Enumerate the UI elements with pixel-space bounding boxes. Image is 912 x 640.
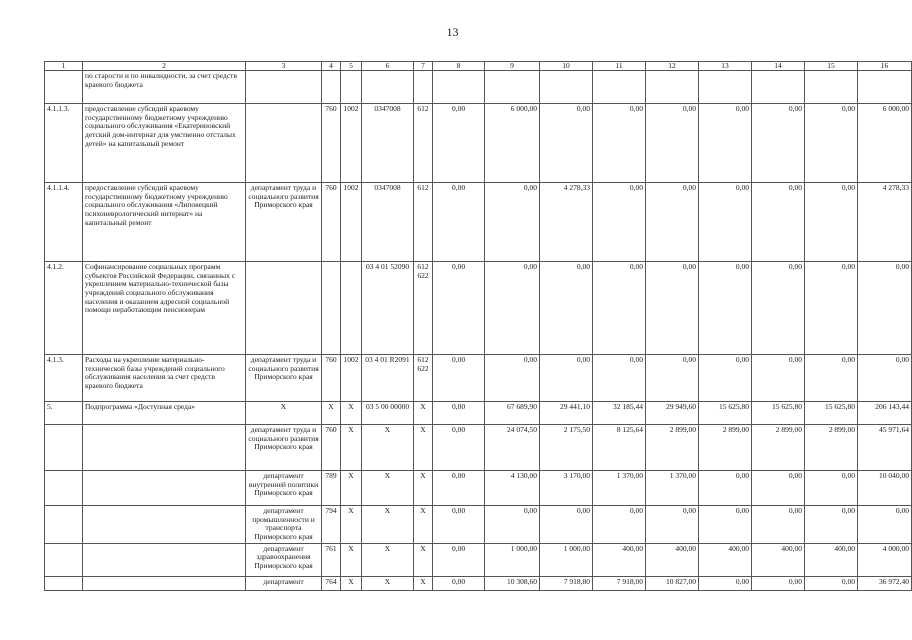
cell-y2016: 1 370,00 — [646, 471, 699, 506]
cell-y2019: 400,00 — [805, 543, 858, 576]
column-number-cell: 9 — [485, 62, 540, 71]
cell-y2014: 0,00 — [540, 506, 593, 544]
cell-grbs: 760 — [322, 425, 341, 471]
cell-executor — [246, 104, 322, 183]
cell-y2013: 4 130,00 — [485, 471, 540, 506]
cell-y2019: 0,00 — [805, 183, 858, 262]
cell-y2019 — [805, 71, 858, 104]
cell-y2018: 0,00 — [752, 355, 805, 402]
cell-y2012: 0,00 — [433, 543, 485, 576]
cell-code: 4.1.1.4. — [45, 183, 83, 262]
cell-y2014: 3 170,00 — [540, 471, 593, 506]
table-row — [45, 471, 912, 506]
cell-code — [45, 506, 83, 544]
cell-code — [45, 71, 83, 104]
cell-y2012: 0,00 — [433, 104, 485, 183]
cell-y2016 — [646, 71, 699, 104]
column-number-cell: 2 — [83, 62, 246, 71]
cell-y2018 — [752, 71, 805, 104]
cell-grbs: 760 — [322, 355, 341, 402]
cell-code: 4.1.3. — [45, 355, 83, 402]
cell-y2016: 0,00 — [646, 104, 699, 183]
column-number-cell: 7 — [414, 62, 433, 71]
cell-rzpr: Х — [341, 402, 362, 425]
cell-y2017: 2 899,00 — [699, 425, 752, 471]
cell-y2018: 400,00 — [752, 543, 805, 576]
cell-y2012 — [433, 71, 485, 104]
cell-name — [83, 576, 246, 590]
cell-y2015: 0,00 — [593, 262, 646, 355]
cell-name: Расходы на укрепление материально-технической базы учреждений социального обслуживания населения за счет средств краевого бюджета — [83, 355, 246, 402]
cell-rzpr: Х — [341, 543, 362, 576]
column-number-cell: 6 — [362, 62, 414, 71]
cell-y2016: 0,00 — [646, 262, 699, 355]
cell-code — [45, 576, 83, 590]
cell-executor: департамент внутренней политики Приморского края — [246, 471, 322, 506]
cell-y2016: 0,00 — [646, 506, 699, 544]
cell-y2015: 0,00 — [593, 355, 646, 402]
column-number-cell: 16 — [858, 62, 912, 71]
cell-csr: Х — [362, 543, 414, 576]
cell-y2013: 6 000,00 — [485, 104, 540, 183]
cell-y2012: 0,00 — [433, 355, 485, 402]
cell-executor: департамент труда и социального развития Приморского края — [246, 425, 322, 471]
cell-name: предоставление субсидий краевому государственному бюджетному учреждению социального обслуживания «Екатериновский детский дом-интернат для умственно отсталых детей» на капитальный ремонт — [83, 104, 246, 183]
cell-y2016: 0,00 — [646, 183, 699, 262]
cell-vr: Х — [414, 543, 433, 576]
cell-csr: Х — [362, 506, 414, 544]
cell-executor: Х — [246, 402, 322, 425]
cell-y2019: 0,00 — [805, 506, 858, 544]
cell-rzpr: 1002 — [341, 183, 362, 262]
cell-csr: Х — [362, 425, 414, 471]
column-number-cell: 3 — [246, 62, 322, 71]
cell-y2013: 1 000,00 — [485, 543, 540, 576]
cell-name: Подпрограмма «Доступная среда» — [83, 402, 246, 425]
cell-name — [83, 471, 246, 506]
cell-y2015: 32 185,44 — [593, 402, 646, 425]
cell-code: 5. — [45, 402, 83, 425]
cell-csr — [362, 71, 414, 104]
cell-executor — [246, 262, 322, 355]
cell-y2015: 1 370,00 — [593, 471, 646, 506]
cell-total: 0,00 — [858, 506, 912, 544]
cell-y2018: 0,00 — [752, 183, 805, 262]
column-number-cell: 15 — [805, 62, 858, 71]
cell-csr: 03 4 01 R2091 — [362, 355, 414, 402]
cell-grbs — [322, 71, 341, 104]
cell-y2019: 15 625,80 — [805, 402, 858, 425]
cell-y2019: 0,00 — [805, 576, 858, 590]
column-number-cell: 8 — [433, 62, 485, 71]
cell-code — [45, 471, 83, 506]
cell-y2014: 0,00 — [540, 104, 593, 183]
table-row — [45, 425, 912, 471]
cell-vr: Х — [414, 576, 433, 590]
cell-y2015: 0,00 — [593, 183, 646, 262]
cell-vr: Х — [414, 506, 433, 544]
cell-y2015: 0,00 — [593, 104, 646, 183]
cell-rzpr: Х — [341, 471, 362, 506]
cell-y2014: 0,00 — [540, 355, 593, 402]
table-row — [45, 543, 912, 576]
page-number: 13 — [446, 25, 459, 39]
cell-name: по старости и по инвалидности, за счет средств краевого бюджета — [83, 71, 246, 104]
cell-csr: 0347008 — [362, 104, 414, 183]
table-row — [45, 402, 912, 425]
cell-vr: 612 — [414, 183, 433, 262]
cell-y2018: 0,00 — [752, 104, 805, 183]
cell-y2012: 0,00 — [433, 506, 485, 544]
cell-grbs: 764 — [322, 576, 341, 590]
budget-table — [44, 61, 912, 591]
cell-y2019: 0,00 — [805, 471, 858, 506]
cell-y2019: 0,00 — [805, 104, 858, 183]
cell-rzpr — [341, 71, 362, 104]
cell-total — [858, 71, 912, 104]
cell-rzpr: 1002 — [341, 104, 362, 183]
cell-y2015: 8 125,64 — [593, 425, 646, 471]
cell-y2018: 0,00 — [752, 506, 805, 544]
cell-y2014: 4 278,33 — [540, 183, 593, 262]
cell-y2018: 0,00 — [752, 576, 805, 590]
cell-y2018: 0,00 — [752, 471, 805, 506]
table-row — [45, 355, 912, 402]
cell-csr: 03 5 00 00000 — [362, 402, 414, 425]
cell-total: 0,00 — [858, 262, 912, 355]
table-row — [45, 183, 912, 262]
cell-y2012: 0,00 — [433, 425, 485, 471]
cell-executor: департамент труда и социального развития Приморского края — [246, 355, 322, 402]
cell-vr: Х — [414, 402, 433, 425]
cell-code: 4.1.2. — [45, 262, 83, 355]
cell-vr: 612 — [414, 104, 433, 183]
cell-y2019: 0,00 — [805, 355, 858, 402]
cell-y2014: 0,00 — [540, 262, 593, 355]
cell-code — [45, 543, 83, 576]
cell-y2016: 0,00 — [646, 355, 699, 402]
cell-code: 4.1.1.3. — [45, 104, 83, 183]
cell-y2013: 0,00 — [485, 355, 540, 402]
cell-y2019: 2 899,00 — [805, 425, 858, 471]
cell-csr: Х — [362, 471, 414, 506]
cell-y2015: 7 918,00 — [593, 576, 646, 590]
cell-y2014 — [540, 71, 593, 104]
cell-y2017: 0,00 — [699, 471, 752, 506]
cell-y2018: 2 899,00 — [752, 425, 805, 471]
cell-y2015 — [593, 71, 646, 104]
cell-vr: 612 622 — [414, 262, 433, 355]
cell-grbs — [322, 262, 341, 355]
column-number-cell: 4 — [322, 62, 341, 71]
cell-y2012: 0,00 — [433, 402, 485, 425]
cell-vr: Х — [414, 425, 433, 471]
cell-y2017: 400,00 — [699, 543, 752, 576]
cell-y2012: 0,00 — [433, 576, 485, 590]
cell-y2013: 67 689,90 — [485, 402, 540, 425]
cell-code — [45, 425, 83, 471]
cell-total: 10 040,00 — [858, 471, 912, 506]
column-number-cell: 11 — [593, 62, 646, 71]
cell-name: Софинансирование социальных программ субъектов Российской Федерации, связанных с укреплением материально-технической базы учреждений социального обслуживания населения и оказанием адресной социальной помощи неработающим пенсионерам — [83, 262, 246, 355]
column-number-cell: 13 — [699, 62, 752, 71]
cell-y2017: 0,00 — [699, 104, 752, 183]
cell-y2017: 0,00 — [699, 183, 752, 262]
cell-name — [83, 506, 246, 544]
cell-y2014: 7 918,80 — [540, 576, 593, 590]
table-row — [45, 104, 912, 183]
cell-total: 36 972,40 — [858, 576, 912, 590]
cell-y2013: 0,00 — [485, 262, 540, 355]
cell-name: предоставление субсидий краевому государственному бюджетному учреждению социального обслуживания «Липовецкий психоневрологический интернат» на капитальный ремонт — [83, 183, 246, 262]
cell-y2012: 0,00 — [433, 183, 485, 262]
column-number-cell: 12 — [646, 62, 699, 71]
cell-name — [83, 543, 246, 576]
cell-executor — [246, 71, 322, 104]
cell-total: 4 278,33 — [858, 183, 912, 262]
column-number-cell: 5 — [341, 62, 362, 71]
cell-y2017: 0,00 — [699, 262, 752, 355]
cell-y2013: 24 074,50 — [485, 425, 540, 471]
column-number-cell: 14 — [752, 62, 805, 71]
cell-y2017: 0,00 — [699, 576, 752, 590]
table-row — [45, 506, 912, 544]
cell-y2018: 15 625,80 — [752, 402, 805, 425]
cell-rzpr: Х — [341, 506, 362, 544]
cell-executor: департамент здравоохранения Приморского края — [246, 543, 322, 576]
cell-total: 0,00 — [858, 355, 912, 402]
cell-rzpr — [341, 262, 362, 355]
cell-y2014: 2 175,50 — [540, 425, 593, 471]
cell-csr: 0347008 — [362, 183, 414, 262]
cell-y2018: 0,00 — [752, 262, 805, 355]
cell-rzpr: 1002 — [341, 355, 362, 402]
cell-total: 4 000,00 — [858, 543, 912, 576]
cell-y2015: 400,00 — [593, 543, 646, 576]
cell-executor: департамент промышленности и транспорта Приморского края — [246, 506, 322, 544]
cell-y2015: 0,00 — [593, 506, 646, 544]
cell-y2014: 29 441,10 — [540, 402, 593, 425]
cell-grbs: Х — [322, 402, 341, 425]
cell-vr: Х — [414, 471, 433, 506]
cell-y2017: 0,00 — [699, 355, 752, 402]
table-row — [45, 71, 912, 104]
cell-rzpr: Х — [341, 576, 362, 590]
cell-y2016: 29 949,60 — [646, 402, 699, 425]
cell-y2014: 1 000,00 — [540, 543, 593, 576]
cell-total: 45 971,64 — [858, 425, 912, 471]
cell-grbs: 794 — [322, 506, 341, 544]
column-number-cell: 10 — [540, 62, 593, 71]
cell-csr: Х — [362, 576, 414, 590]
cell-total: 6 000,00 — [858, 104, 912, 183]
cell-y2017: 15 625,80 — [699, 402, 752, 425]
cell-y2016: 2 899,00 — [646, 425, 699, 471]
cell-grbs: 761 — [322, 543, 341, 576]
column-number-cell: 1 — [45, 62, 83, 71]
cell-y2013: 10 308,60 — [485, 576, 540, 590]
table-row — [45, 262, 912, 355]
cell-y2012: 0,00 — [433, 471, 485, 506]
cell-executor: департамент — [246, 576, 322, 590]
cell-grbs: 760 — [322, 183, 341, 262]
cell-vr — [414, 71, 433, 104]
cell-y2013: 0,00 — [485, 183, 540, 262]
cell-grbs: 789 — [322, 471, 341, 506]
cell-executor: департамент труда и социального развития Приморского края — [246, 183, 322, 262]
cell-y2017: 0,00 — [699, 506, 752, 544]
cell-name — [83, 425, 246, 471]
cell-rzpr: Х — [341, 425, 362, 471]
column-number-row — [45, 62, 912, 71]
cell-y2019: 0,00 — [805, 262, 858, 355]
cell-grbs: 760 — [322, 104, 341, 183]
cell-total: 206 143,44 — [858, 402, 912, 425]
cell-y2016: 10 827,00 — [646, 576, 699, 590]
cell-y2013 — [485, 71, 540, 104]
cell-csr: 03 4 01 52090 — [362, 262, 414, 355]
table-row — [45, 576, 912, 590]
cell-y2013: 0,00 — [485, 506, 540, 544]
cell-vr: 612 622 — [414, 355, 433, 402]
cell-y2012: 0,00 — [433, 262, 485, 355]
cell-y2017 — [699, 71, 752, 104]
cell-y2016: 400,00 — [646, 543, 699, 576]
